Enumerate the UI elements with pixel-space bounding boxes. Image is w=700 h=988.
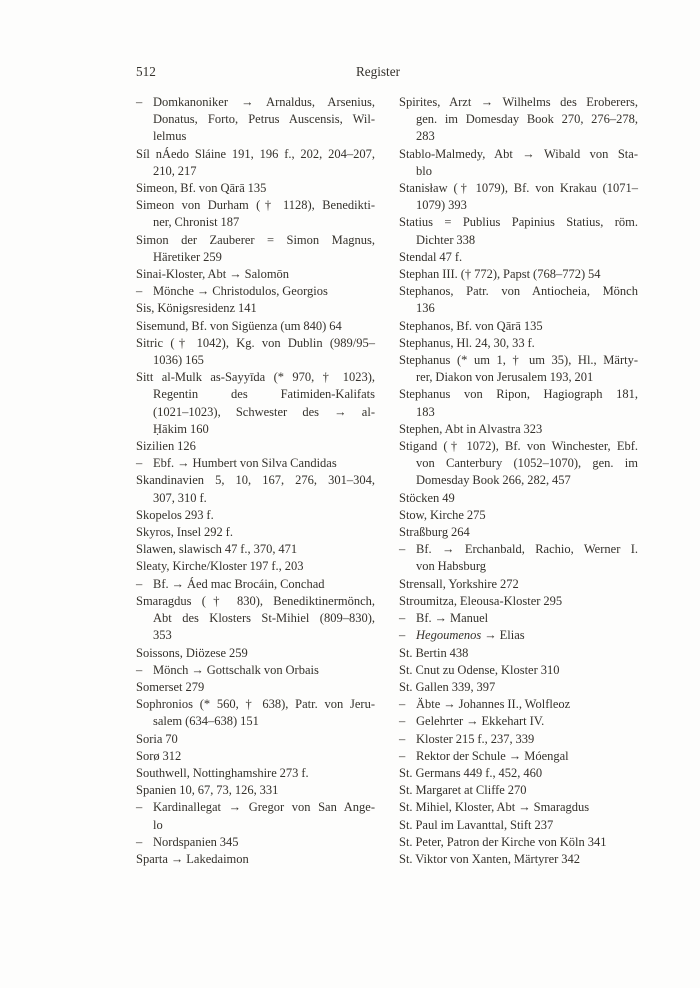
index-line: St. Gallen 339, 397	[399, 679, 496, 694]
page-title: Register	[356, 64, 400, 79]
subentry-dash: –	[399, 731, 406, 746]
index-column-right	[399, 94, 638, 868]
index-entry	[136, 507, 375, 524]
index-line: Soria 70	[136, 731, 178, 746]
index-entry	[136, 731, 375, 748]
index-line: (1021–1023), Schwester des → al-	[153, 404, 375, 419]
index-line: Stephanos, Patr. von Antiocheia, Mönch	[399, 284, 638, 299]
subentry-dash: –	[136, 456, 143, 471]
index-line: Stendal 47 f.	[399, 249, 463, 264]
index-entry	[136, 696, 375, 730]
index-entry	[136, 645, 375, 662]
index-subentry	[399, 748, 638, 765]
index-entry	[136, 851, 375, 868]
index-entry	[136, 558, 375, 575]
index-line: Stanisław († 1079), Bf. von Krakau (1071–	[399, 181, 638, 196]
index-entry	[136, 782, 375, 799]
index-entry	[399, 662, 638, 679]
subentry-dash: –	[136, 576, 143, 591]
index-line: Sinai-Kloster, Abt → Salomōn	[136, 267, 290, 282]
index-entry	[399, 834, 638, 851]
index-line: Stephen, Abt in Alvastra 323	[399, 421, 543, 436]
index-entry	[136, 197, 375, 231]
index-line: 136	[416, 301, 435, 316]
index-line: St. Margaret at Cliffe 270	[399, 783, 527, 798]
index-subentry	[399, 541, 638, 575]
subentry-dash: –	[399, 542, 406, 557]
index-line: Simeon von Durham († 1128), Benedikti-	[136, 198, 375, 213]
index-line: Skyros, Insel 292 f.	[136, 525, 233, 540]
index-subentry	[136, 576, 375, 593]
index-line: Stow, Kirche 275	[399, 507, 486, 522]
text-block	[136, 63, 638, 868]
index-entry	[136, 541, 375, 558]
index-line: – Ebf. → Humbert von Silva Candidas	[136, 455, 375, 472]
index-line: salem (634–638) 151	[153, 714, 259, 729]
index-entry	[399, 421, 638, 438]
index-line: – Mönch → Gottschalk von Orbais	[136, 662, 375, 679]
index-line: 1036) 165	[153, 353, 204, 368]
index-line: Ḥākim 160	[153, 421, 209, 436]
index-entry	[136, 438, 375, 455]
index-entry	[136, 369, 375, 438]
index-line: St. Bertin 438	[399, 645, 469, 660]
subentry-dash: –	[136, 834, 143, 849]
index-entry	[399, 679, 638, 696]
index-entry	[136, 524, 375, 541]
index-line: lo	[153, 817, 163, 832]
index-entry	[399, 94, 638, 146]
index-line: St. Paul im Lavanttal, Stift 237	[399, 817, 554, 832]
subentry-dash: –	[399, 628, 406, 643]
index-line: – Bf. → Áed mac Brocáin, Conchad	[136, 576, 375, 593]
index-entry	[399, 490, 638, 507]
index-line: Donatus, Forto, Petrus Auscensis, Wil-	[153, 112, 375, 127]
index-subentry	[136, 455, 375, 472]
index-entry	[136, 180, 375, 197]
index-columns	[136, 94, 638, 868]
index-line: Spanien 10, 67, 73, 126, 331	[136, 783, 279, 798]
index-line: – Nordspanien 345	[136, 834, 375, 851]
index-subentry	[136, 662, 375, 679]
index-entry	[399, 782, 638, 799]
index-line: Sisemund, Bf. von Sigüenza (um 840) 64	[136, 318, 342, 333]
index-line: Regentin des Fatimiden-Kalifats	[153, 387, 375, 402]
index-line: St. Mihiel, Kloster, Abt → Smaragdus	[399, 800, 590, 815]
index-line: Dichter 338	[416, 232, 476, 247]
index-line: 1079) 393	[416, 198, 467, 213]
index-line: Sorø 312	[136, 748, 182, 763]
index-entry	[399, 645, 638, 662]
index-entry	[399, 266, 638, 283]
index-entry	[399, 318, 638, 335]
index-line: von Canterbury (1052–1070), gen. im	[416, 456, 638, 471]
index-line: rer, Diakon von Jerusalem 193, 201	[416, 370, 594, 385]
index-line: Slawen, slawisch 47 f., 370, 471	[136, 542, 298, 557]
index-line: Simeon, Bf. von Qārā 135	[136, 181, 267, 196]
index-line: Southwell, Nottinghamshire 273 f.	[136, 765, 309, 780]
index-line: – Rektor der Schule → Móengal	[399, 748, 638, 765]
index-entry	[399, 283, 638, 317]
index-line: von Habsburg	[416, 559, 487, 574]
index-line: Skandinavien 5, 10, 167, 276, 301–304,	[136, 473, 375, 488]
index-line: 353	[153, 628, 172, 643]
index-line: Häretiker 259	[153, 249, 222, 264]
index-line: Stephanus von Ripon, Hagiograph 181,	[399, 387, 638, 402]
index-line: Stephan III. († 772), Papst (768–772) 54	[399, 267, 601, 282]
index-line: Stephanos, Bf. von Qārā 135	[399, 318, 543, 333]
index-entry	[136, 335, 375, 369]
index-entry	[399, 524, 638, 541]
index-line: – Gelehrter → Ekkehart IV.	[399, 713, 638, 730]
index-line: St. Viktor von Xanten, Märtyrer 342	[399, 851, 580, 866]
index-entry	[136, 318, 375, 335]
index-line: Sizilien 126	[136, 439, 196, 454]
index-subentry	[136, 283, 375, 300]
index-subentry	[399, 713, 638, 730]
index-line: Stigand († 1072), Bf. von Winchester, Ebf.	[399, 439, 638, 454]
index-subentry	[399, 696, 638, 713]
running-head	[136, 63, 638, 80]
index-line: – Bf. → Manuel	[399, 610, 638, 627]
index-line: Sophronios (* 560, † 638), Patr. von Jeru-	[136, 697, 375, 712]
index-entry	[399, 386, 638, 420]
index-line: Sitt al-Mulk as-Sayyīda (* 970, † 1023),	[136, 370, 375, 385]
index-subentry	[399, 627, 638, 644]
index-line: Sleaty, Kirche/Kloster 197 f., 203	[136, 559, 304, 574]
index-entry	[136, 300, 375, 317]
index-line: Strensall, Yorkshire 272	[399, 576, 519, 591]
index-line: Sis, Königsresidenz 141	[136, 301, 257, 316]
index-subentry	[136, 799, 375, 833]
index-entry	[399, 507, 638, 524]
index-line: Smaragdus († 830), Benediktinermönch,	[136, 593, 375, 608]
index-subentry	[136, 834, 375, 851]
index-subentry	[399, 610, 638, 627]
index-entry	[399, 851, 638, 868]
index-line: St. Cnut zu Odense, Kloster 310	[399, 662, 560, 677]
index-line: Domesday Book 266, 282, 457	[416, 473, 571, 488]
index-line: St. Germans 449 f., 452, 460	[399, 765, 543, 780]
index-line: blo	[416, 163, 432, 178]
subentry-dash: –	[136, 284, 143, 299]
index-line: – Mönche → Christodulos, Georgios	[136, 283, 375, 300]
index-line: – Äbte → Johannes II., Wolfleoz	[399, 696, 638, 713]
index-line: – Kardinallegat → Gregor von San Ange-	[136, 799, 375, 816]
subentry-dash: –	[399, 714, 406, 729]
index-line: Stroumitza, Eleousa-Kloster 295	[399, 593, 563, 608]
index-line: Sparta → Lakedaimon	[136, 851, 249, 866]
index-entry	[399, 593, 638, 610]
index-line: – Kloster 215 f., 237, 339	[399, 731, 638, 748]
index-entry	[399, 799, 638, 816]
index-entry	[399, 180, 638, 214]
index-entry	[136, 232, 375, 266]
index-line: Straßburg 264	[399, 525, 470, 540]
index-line: Spirites, Arzt → Wilhelms des Eroberers,	[399, 95, 638, 109]
index-entry	[136, 266, 375, 283]
index-line: gen. im Domesday Book 270, 276–278,	[416, 112, 638, 127]
index-line: St. Peter, Patron der Kirche von Köln 341	[399, 834, 607, 849]
index-line: Soissons, Diözese 259	[136, 645, 248, 660]
index-entry	[399, 214, 638, 248]
page-number: 512	[136, 64, 156, 79]
index-line: Stephanus (* um 1, † um 35), Hl., Märty-	[399, 353, 638, 368]
index-entry	[399, 765, 638, 782]
index-subentry	[399, 731, 638, 748]
index-line: Abt des Klosters St-Mihiel (809–830),	[153, 611, 375, 626]
index-line: Sitric († 1042), Kg. von Dublin (989/95–	[136, 335, 375, 350]
index-subentry	[136, 94, 375, 146]
index-entry	[136, 593, 375, 645]
index-entry	[136, 748, 375, 765]
index-entry	[399, 249, 638, 266]
index-entry	[399, 438, 638, 490]
index-line: 283	[416, 129, 435, 144]
index-line: – Hegoumenos → Elias	[399, 627, 638, 644]
index-line: 183	[416, 404, 435, 419]
index-column-left	[136, 94, 375, 868]
index-entry	[399, 352, 638, 386]
index-line: lelmus	[153, 129, 187, 144]
subentry-dash: –	[136, 800, 143, 815]
index-entry	[399, 576, 638, 593]
index-line: 307, 310 f.	[153, 490, 207, 505]
index-line: Simon der Zauberer = Simon Magnus,	[136, 232, 375, 247]
subentry-dash: –	[136, 95, 143, 109]
index-line: Skopelos 293 f.	[136, 507, 214, 522]
index-line: Stöcken 49	[399, 490, 455, 505]
index-entry	[136, 146, 375, 180]
index-line: ner, Chronist 187	[153, 215, 240, 230]
index-line: Somerset 279	[136, 679, 205, 694]
subentry-dash: –	[399, 611, 406, 626]
subentry-dash: –	[399, 697, 406, 712]
index-line: 210, 217	[153, 163, 197, 178]
index-line: – Domkanoniker → Arnaldus, Arsenius,	[136, 94, 375, 111]
index-entry	[136, 679, 375, 696]
index-line: Síl nÁedo Sláine 191, 196 f., 202, 204–207,	[136, 146, 375, 161]
subentry-dash: –	[399, 748, 406, 763]
index-entry	[399, 817, 638, 834]
index-line: Statius = Publius Papinius Statius, röm.	[399, 215, 638, 230]
index-entry	[136, 472, 375, 506]
index-line: Stephanus, Hl. 24, 30, 33 f.	[399, 335, 535, 350]
index-line: – Bf. → Erchanbald, Rachio, Werner I.	[399, 541, 638, 558]
index-entry	[399, 146, 638, 180]
index-entry	[399, 335, 638, 352]
index-line: Stablo-Malmedy, Abt → Wibald von Sta-	[399, 146, 638, 161]
subentry-dash: –	[136, 662, 143, 677]
index-entry	[136, 765, 375, 782]
